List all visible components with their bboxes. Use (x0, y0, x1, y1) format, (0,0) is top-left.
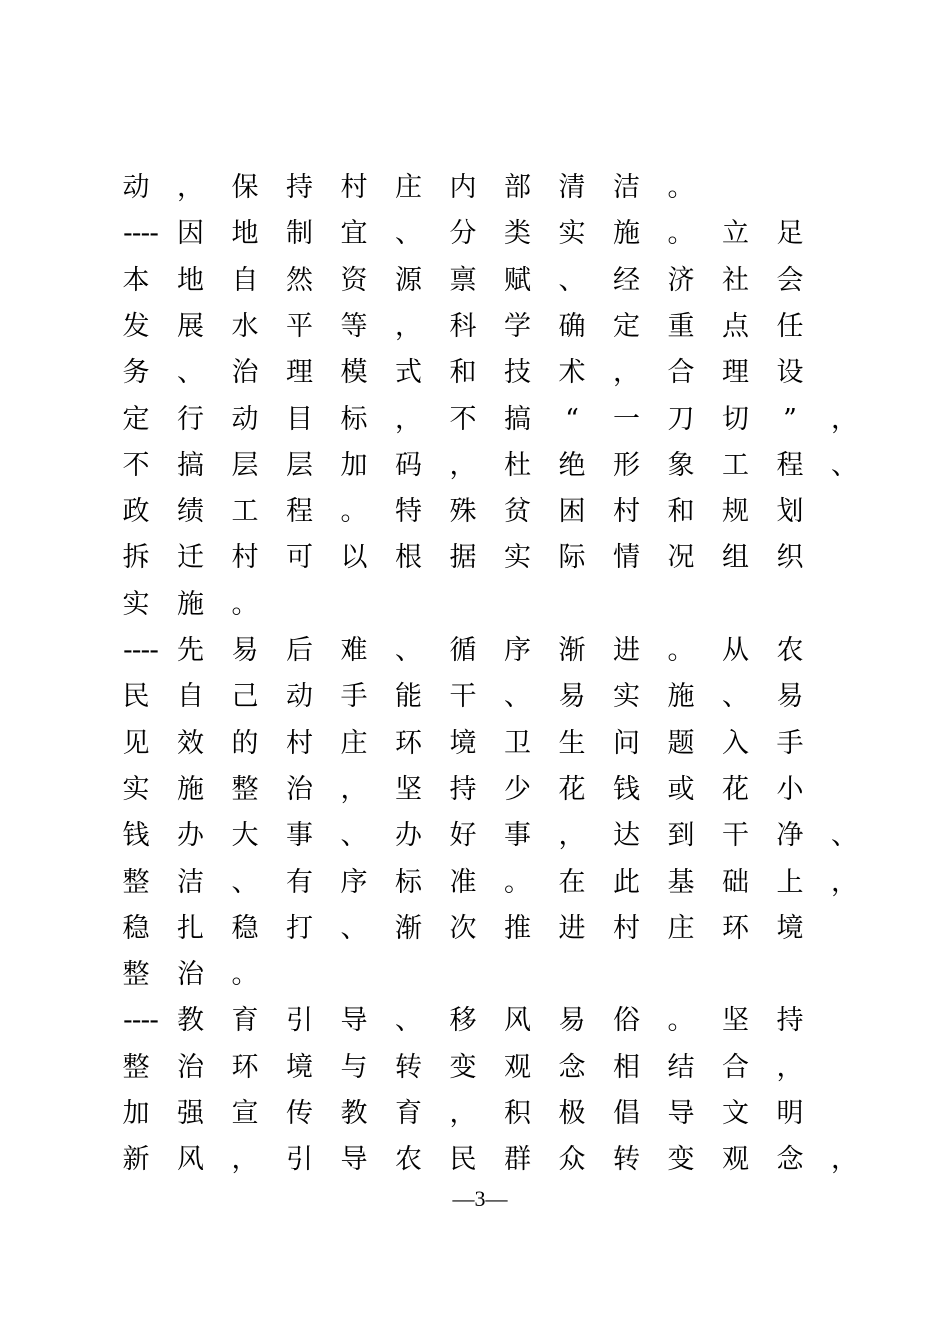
text-line (0, 212, 950, 258)
text-char: 会 (776, 264, 804, 296)
text-char: 新 (122, 1144, 150, 1176)
text-char: 。 (667, 172, 695, 203)
text-char: 搞 (504, 403, 531, 435)
text-char: 社 (722, 264, 749, 296)
text-char: 小 (776, 773, 804, 805)
text-char: 工 (722, 449, 749, 481)
text-char: 引 (286, 1005, 313, 1037)
text-char: 。 (231, 959, 259, 991)
text-char: 整 (122, 1051, 150, 1083)
text-char: 动 (286, 681, 313, 713)
text-char: 部 (504, 172, 531, 203)
text-char: 问 (613, 727, 640, 759)
text-char: 理 (722, 357, 749, 389)
text-char: 分 (449, 218, 477, 250)
text-char: 导 (340, 1005, 368, 1037)
text-char: 、 (558, 264, 586, 296)
text-char: 后 (286, 635, 313, 666)
text-char: 达 (613, 820, 640, 852)
text-char: 庄 (667, 912, 695, 944)
text-char: 教 (177, 1005, 204, 1037)
text-char: 结 (667, 1051, 695, 1083)
text-char: 规 (722, 496, 749, 528)
text-char: 基 (667, 866, 695, 898)
text-char: 等 (340, 310, 368, 342)
text-char: ， (395, 403, 422, 435)
text-char: 实 (558, 218, 586, 250)
text-line (0, 629, 950, 675)
text-char: 或 (667, 773, 695, 805)
text-char: 绝 (558, 449, 586, 481)
text-char: 易 (776, 681, 804, 713)
text-char: 能 (395, 681, 422, 713)
text-char: 环 (722, 912, 749, 944)
text-char: 济 (667, 264, 695, 296)
text-char: 转 (395, 1051, 422, 1083)
text-line (0, 907, 950, 953)
text-char: 自 (231, 264, 259, 296)
text-char: ， (558, 820, 586, 852)
text-char: 整 (122, 959, 150, 991)
text-char: 传 (286, 1098, 313, 1129)
text-char: 持 (776, 1005, 804, 1037)
text-char: 地 (177, 264, 204, 296)
text-line (0, 861, 950, 907)
text-char: 手 (776, 727, 804, 759)
text-char: 序 (340, 866, 368, 898)
text-char: 持 (286, 172, 313, 203)
text-char: 环 (231, 1051, 259, 1083)
text-char: 资 (340, 264, 368, 296)
text-char: 的 (231, 727, 259, 759)
text-char: 干 (449, 681, 477, 713)
text-char: 己 (231, 681, 259, 713)
text-char: 坚 (722, 1005, 749, 1037)
text-char: 准 (449, 866, 477, 898)
text-char: 民 (122, 681, 150, 713)
text-line (0, 536, 950, 582)
text-char: 到 (667, 820, 695, 852)
text-char: 少 (504, 773, 531, 805)
text-char: 念 (558, 1051, 586, 1083)
text-line (0, 768, 950, 814)
text-char: 、 (177, 357, 204, 389)
text-char: 庄 (395, 172, 422, 203)
text-char: 庄 (340, 727, 368, 759)
text-char: 本 (122, 264, 150, 296)
text-char: 众 (558, 1144, 586, 1176)
text-char: 循 (449, 635, 477, 666)
text-char: 保 (231, 172, 259, 203)
text-char: 治 (231, 357, 259, 389)
text-char: 式 (395, 357, 422, 389)
text-char: 、 (504, 681, 531, 713)
text-char: 工 (231, 496, 259, 528)
text-char: 、 (831, 820, 858, 852)
text-char: 特 (395, 496, 422, 528)
text-char: 动 (122, 172, 150, 203)
text-char: 移 (449, 1005, 477, 1037)
text-char: 风 (177, 1144, 204, 1176)
text-char: 村 (286, 727, 313, 759)
text-char: 切 (722, 403, 749, 435)
text-char: 合 (667, 357, 695, 389)
text-char: 、 (340, 912, 368, 944)
text-char: 积 (504, 1098, 531, 1129)
text-char: 村 (613, 912, 640, 944)
text-char: 花 (558, 773, 586, 805)
text-char: 码 (395, 449, 422, 481)
text-char: 转 (613, 1144, 640, 1176)
text-char: 民 (449, 1144, 477, 1176)
text-char: 理 (286, 357, 313, 389)
text-char: 清 (558, 172, 586, 203)
text-char: 学 (504, 310, 531, 342)
text-char: 见 (122, 727, 150, 759)
text-char: 可 (286, 542, 313, 574)
text-char: 合 (722, 1051, 749, 1083)
text-line (0, 722, 950, 768)
text-char: 情 (613, 542, 640, 574)
text-char: 进 (613, 635, 640, 666)
text-char: 础 (722, 866, 749, 898)
text-char: 形 (613, 449, 640, 481)
text-char: 源 (395, 264, 422, 296)
text-char: 实 (122, 588, 150, 620)
text-char: 治 (286, 773, 313, 805)
text-line (0, 814, 950, 860)
text-char: 织 (776, 542, 804, 574)
text-char: ， (449, 449, 477, 481)
text-char: 绩 (177, 496, 204, 528)
text-char: 渐 (558, 635, 586, 666)
text-char: 洁 (177, 866, 204, 898)
text-char: 强 (177, 1098, 204, 1129)
text-line (0, 1092, 950, 1138)
text-line (0, 351, 950, 397)
text-char: 技 (504, 357, 531, 389)
text-char: 、 (231, 866, 259, 898)
text-char: 此 (613, 866, 640, 898)
text-char: 殊 (449, 496, 477, 528)
text-char: 搞 (177, 449, 204, 481)
text-char: 据 (449, 542, 477, 574)
text-char: 以 (340, 542, 368, 574)
text-char: 变 (449, 1051, 477, 1083)
text-char: 手 (340, 681, 368, 713)
text-char: 办 (177, 820, 204, 852)
text-char: 贫 (504, 496, 531, 528)
text-char: 动 (231, 403, 259, 435)
text-char: 程 (286, 496, 313, 528)
text-char: 任 (776, 310, 804, 342)
text-char: 打 (286, 912, 313, 944)
text-char: 境 (776, 912, 804, 944)
text-char: 科 (449, 310, 477, 342)
text-char: 境 (286, 1051, 313, 1083)
text-char: 易 (231, 635, 259, 666)
text-char: 施 (177, 773, 204, 805)
text-line (0, 583, 950, 629)
text-char: 划 (776, 496, 804, 528)
text-char: 入 (722, 727, 749, 759)
text-char: 自 (177, 681, 204, 713)
text-char: 施 (613, 218, 640, 250)
text-char: 平 (286, 310, 313, 342)
text-char: 稳 (231, 912, 259, 944)
text-char: 治 (177, 1051, 204, 1083)
text-char: 根 (395, 542, 422, 574)
text-char: 、 (722, 681, 749, 713)
text-char: ， (831, 1144, 858, 1176)
text-char: 变 (667, 1144, 695, 1176)
text-char: ， (449, 1098, 477, 1129)
text-char: 观 (722, 1144, 749, 1176)
text-char: ， (831, 866, 858, 898)
text-char: 坚 (395, 773, 422, 805)
text-char: 办 (395, 820, 422, 852)
text-char: 赋 (504, 264, 531, 296)
text-char: 加 (122, 1098, 150, 1129)
text-char: 政 (122, 496, 150, 528)
text-char: 村 (231, 542, 259, 574)
text-char: 文 (722, 1098, 749, 1129)
text-char: 不 (449, 403, 477, 435)
text-char: 、 (395, 1005, 422, 1037)
text-char: 上 (776, 866, 804, 898)
text-char: 宣 (231, 1098, 259, 1129)
text-char: 和 (449, 357, 477, 389)
text-char: 加 (340, 449, 368, 481)
text-char: ， (177, 172, 204, 203)
text-char: 进 (558, 912, 586, 944)
text-char: 推 (504, 912, 531, 944)
text-char: 念 (776, 1144, 804, 1176)
text-char: 实 (504, 542, 531, 574)
text-char: 钱 (122, 820, 150, 852)
text-char: 易 (558, 1005, 586, 1037)
text-char: 确 (558, 310, 586, 342)
text-char: ， (231, 1144, 259, 1176)
text-char: 术 (558, 357, 586, 389)
text-char: ， (340, 773, 368, 805)
text-char: 序 (504, 635, 531, 666)
text-char: 群 (504, 1144, 531, 1176)
text-char: 实 (122, 773, 150, 805)
text-char: 定 (122, 403, 150, 435)
text-char: 宜 (340, 218, 368, 250)
text-char: 禀 (449, 264, 477, 296)
text-char: 。 (667, 635, 695, 666)
text-char: 足 (776, 218, 804, 250)
dash-marker: ---- (123, 635, 158, 666)
text-line (0, 166, 950, 212)
text-char: 。 (667, 218, 695, 250)
text-char: 净 (776, 820, 804, 852)
text-char: 次 (449, 912, 477, 944)
text-char: 境 (449, 727, 477, 759)
text-line (0, 999, 950, 1045)
text-line (0, 953, 950, 999)
text-char: 易 (558, 681, 586, 713)
text-char: 标 (395, 866, 422, 898)
text-char: 点 (722, 310, 749, 342)
text-char: 、 (340, 820, 368, 852)
text-line (0, 1138, 950, 1184)
text-char: 发 (122, 310, 150, 342)
text-char: 设 (776, 357, 804, 389)
text-char: 观 (504, 1051, 531, 1083)
text-char: 题 (667, 727, 695, 759)
text-char: 立 (722, 218, 749, 250)
text-line (0, 259, 950, 305)
text-char: 卫 (504, 727, 531, 759)
text-char: 标 (340, 403, 368, 435)
text-char: 村 (340, 172, 368, 203)
text-line (0, 305, 950, 351)
text-char: 育 (395, 1098, 422, 1129)
text-char: 钱 (613, 773, 640, 805)
text-char: ， (395, 310, 422, 342)
text-char: 整 (122, 866, 150, 898)
text-char: ， (831, 403, 858, 435)
text-char: 有 (286, 866, 313, 898)
text-char: 整 (231, 773, 259, 805)
text-char: 。 (340, 496, 368, 528)
text-char: 环 (395, 727, 422, 759)
text-char: 农 (395, 1144, 422, 1176)
text-char: 目 (286, 403, 313, 435)
text-char: 定 (613, 310, 640, 342)
text-char: 大 (231, 820, 259, 852)
text-char: “ (565, 403, 579, 435)
text-char: 一 (613, 403, 640, 435)
text-char: 迁 (177, 542, 204, 574)
text-char: 组 (722, 542, 749, 574)
text-char: 杜 (504, 449, 531, 481)
text-char: 事 (504, 820, 531, 852)
text-char: 层 (231, 449, 259, 481)
text-char: 先 (177, 635, 204, 666)
text-char: 、 (831, 449, 858, 481)
text-char: 地 (231, 218, 259, 250)
text-char: 相 (613, 1051, 640, 1083)
text-line (0, 490, 950, 536)
text-char: 和 (667, 496, 695, 528)
dash-marker: ---- (123, 1005, 158, 1037)
text-char: 与 (340, 1051, 368, 1083)
dash-marker: ---- (123, 218, 158, 250)
text-line (0, 1046, 950, 1092)
text-line (0, 444, 950, 490)
text-char: 扎 (177, 912, 204, 944)
page-number: —3— (452, 1186, 508, 1211)
text-char: 水 (231, 310, 259, 342)
text-char: ， (613, 357, 640, 389)
text-char: 拆 (122, 542, 150, 574)
text-char: 持 (449, 773, 477, 805)
text-char: 。 (504, 866, 531, 898)
text-char: 育 (231, 1005, 259, 1037)
text-char: 务 (122, 357, 150, 389)
text-char: 治 (177, 959, 204, 991)
text-char: 从 (722, 635, 749, 666)
text-line (0, 398, 950, 444)
text-char: 。 (667, 1005, 695, 1037)
text-char: 引 (286, 1144, 313, 1176)
text-char: 稳 (122, 912, 150, 944)
text-char: ， (776, 1051, 804, 1083)
text-char: 生 (558, 727, 586, 759)
text-char: 施 (177, 588, 204, 620)
text-char: 制 (286, 218, 313, 250)
text-char: 渐 (395, 912, 422, 944)
text-char: 洁 (613, 172, 640, 203)
text-char: 导 (667, 1098, 695, 1129)
text-char: ” (783, 403, 797, 435)
text-char: 效 (177, 727, 204, 759)
text-char: 重 (667, 310, 695, 342)
text-char: 内 (449, 172, 477, 203)
text-char: 教 (340, 1098, 368, 1129)
text-char: 在 (558, 866, 586, 898)
text-char: 导 (340, 1144, 368, 1176)
text-char: 施 (667, 681, 695, 713)
text-char: 不 (122, 449, 150, 481)
text-char: 程 (776, 449, 804, 481)
text-char: 经 (613, 264, 640, 296)
text-char: 村 (613, 496, 640, 528)
text-char: 干 (722, 820, 749, 852)
text-char: 极 (558, 1098, 586, 1129)
text-char: 层 (286, 449, 313, 481)
text-char: 难 (340, 635, 368, 666)
text-char: 况 (667, 542, 695, 574)
text-char: 象 (667, 449, 695, 481)
text-char: 展 (177, 310, 204, 342)
text-char: 、 (395, 635, 422, 666)
text-char: 好 (449, 820, 477, 852)
text-char: 因 (177, 218, 204, 250)
text-char: 事 (286, 820, 313, 852)
text-char: 实 (613, 681, 640, 713)
text-char: 明 (776, 1098, 804, 1129)
text-char: 困 (558, 496, 586, 528)
text-char: 际 (558, 542, 586, 574)
text-char: 行 (177, 403, 204, 435)
text-char: 、 (395, 218, 422, 250)
text-char: 类 (504, 218, 531, 250)
text-char: 农 (776, 635, 804, 666)
text-char: 然 (286, 264, 313, 296)
text-char: 刀 (667, 403, 695, 435)
text-char: 。 (231, 588, 259, 620)
text-char: 花 (722, 773, 749, 805)
text-char: 风 (504, 1005, 531, 1037)
text-char: 俗 (613, 1005, 640, 1037)
text-line (0, 675, 950, 721)
text-char: 模 (340, 357, 368, 389)
text-char: 倡 (613, 1098, 640, 1129)
